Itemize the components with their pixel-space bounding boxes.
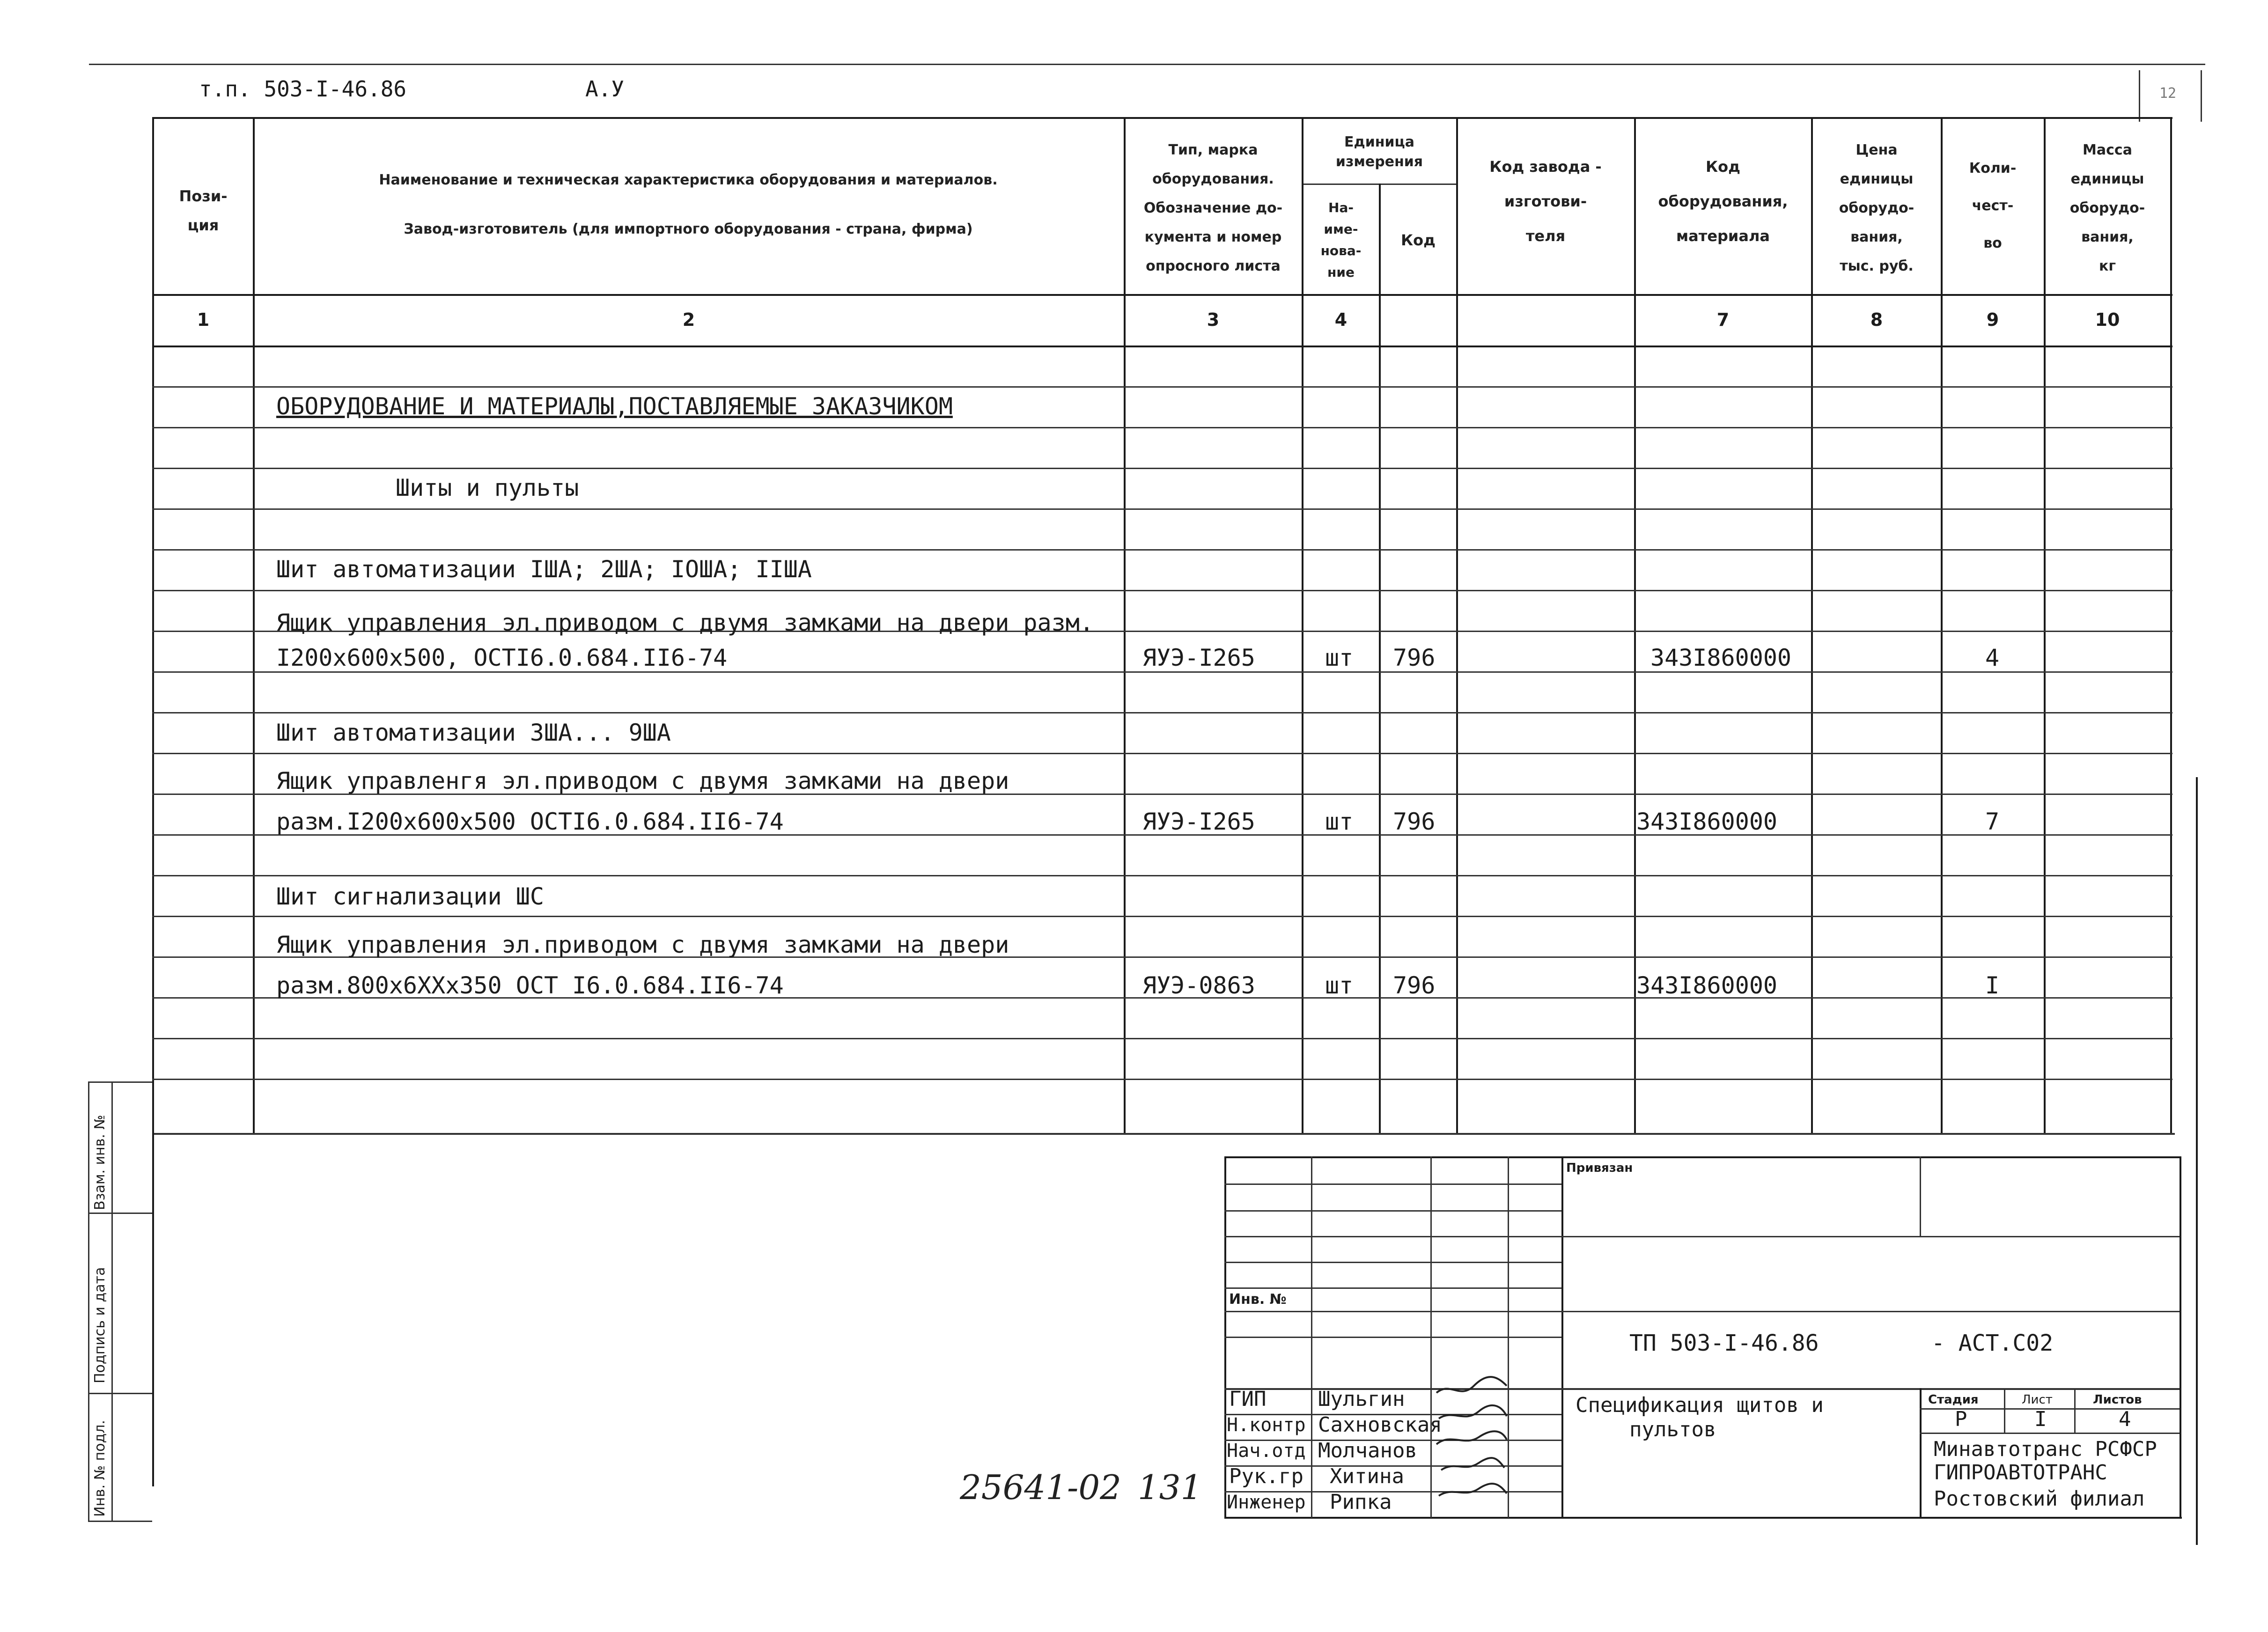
sheets-label: Листов [2093, 1393, 2142, 1407]
header-name-line1: Наименование и техническая характеристика оборудования и материалов. [379, 172, 998, 188]
header-position: Пози- ция [179, 187, 228, 234]
role-label: Н.контр [1227, 1414, 1306, 1436]
header-quantity: Коли- чест- во [1969, 160, 2017, 251]
archive-number: 25641-02 [960, 1468, 1121, 1507]
margin-label-signature-date: Подпись и дата [92, 1267, 108, 1383]
role-label: Рук.гр [1229, 1464, 1303, 1488]
sheets-value: 4 [2119, 1407, 2131, 1431]
signer-name: Шульгин [1318, 1387, 1405, 1411]
organization-line3: Ростовский филиал [1934, 1487, 2145, 1511]
document-title-line2: пультов [1629, 1418, 1716, 1441]
page-number: 131 [1138, 1468, 1202, 1507]
item-quantity: 4 [1985, 644, 2000, 671]
item-equipment-code: 343I860000 [1636, 972, 1778, 999]
section-title: ОБОРУДОВАНИЕ И МАТЕРИАЛЫ,ПОСТАВЛЯЕМЫЕ ЗАКАЗЧИКОМ [276, 393, 953, 420]
sheet-mark: 12 [2159, 85, 2177, 102]
project-number: т.п. 503-I-46.86 [199, 76, 407, 102]
signature-scribble [1432, 1372, 1511, 1512]
margin-label-original-inv: Инв. № подл. [92, 1420, 108, 1517]
margin-label-replaced-inv: Взам. инв. № [92, 1115, 108, 1210]
role-label: Нач.отд [1227, 1440, 1306, 1462]
col-number: 1 [197, 309, 210, 330]
organization-line1: Минавтотранс РСФСР [1934, 1437, 2157, 1461]
col-number: 7 [1716, 309, 1730, 330]
header-unit-price: Цена единицы оборудо- вания, тыс. руб. [1839, 142, 1915, 274]
header-unit: Единица измерения [1335, 133, 1423, 170]
privyazan-label: Привязан [1566, 1161, 1633, 1175]
inventory-number-label: Инв. № [1229, 1291, 1287, 1308]
item-equipment-code: 343I860000 [1650, 644, 1792, 671]
header-unit-name: На- име- нова- ние [1320, 199, 1362, 280]
signer-name: Сахновская [1318, 1413, 1442, 1437]
header-equipment-code: Код оборудования, материала [1658, 158, 1788, 245]
item-unit-code: 796 [1393, 808, 1436, 835]
item-text: разм.I200х600х500 ОСТI6.0.684.II6-74 [276, 808, 784, 835]
item-type: ЯУЭ-0863 [1142, 972, 1255, 999]
item-unit-code: 796 [1393, 972, 1436, 999]
item-unit-code: 796 [1393, 644, 1436, 671]
item-text: Шит автоматизации ЗША... 9ША [276, 719, 671, 746]
header-type: Тип, марка оборудования. Обозначение до- кумента и номер опросного листа [1143, 142, 1283, 274]
item-text: Ящик управления эл.приводом с двумя замками на двери [276, 931, 1009, 958]
header-mass: Масса единицы оборудо- вания, кг [2069, 142, 2145, 274]
document-title-line1: Спецификация щитов и [1576, 1393, 1824, 1417]
item-text: разм.800х6ХХх350 ОСТ I6.0.684.II6-74 [276, 972, 784, 999]
signer-name: Хитина [1330, 1464, 1404, 1488]
document-code: ТП 503-I-46.86 [1629, 1330, 1819, 1356]
signer-name: Рипка [1330, 1490, 1392, 1514]
organization-line2: ГИПРОАВТОТРАНС [1934, 1461, 2107, 1485]
item-unit: шт [1325, 972, 1354, 999]
col-number: 9 [1986, 309, 1999, 330]
role-label: Инженер [1227, 1492, 1306, 1513]
sheet-value: I [2034, 1407, 2047, 1431]
group-title: Шиты и пульты [396, 474, 579, 501]
item-text: Шит сигнализации ШС [276, 883, 544, 910]
document-suffix: - АСТ.С02 [1931, 1330, 2054, 1356]
item-type: ЯУЭ-I265 [1142, 644, 1255, 671]
col-number: 2 [682, 309, 695, 330]
col-number: 10 [2095, 309, 2120, 330]
col-number: 8 [1870, 309, 1883, 330]
item-text: Ящик управления эл.приводом с двумя замками на двери разм. [276, 609, 1094, 636]
item-text: Ящик управленгя эл.приводом с двумя замками на двери [276, 767, 1009, 794]
item-text: I200х600х500, ОСТI6.0.684.II6-74 [276, 644, 728, 671]
section-code: А.У [585, 76, 625, 102]
col-number: 3 [1207, 309, 1220, 330]
item-unit: шт [1325, 644, 1354, 671]
item-text: Шит автоматизации IША; 2ША; IОША; IIША [276, 556, 812, 583]
header-name-line2: Завод-изготовитель (для импортного оборудования - страна, фирма) [404, 221, 973, 237]
item-type: ЯУЭ-I265 [1142, 808, 1255, 835]
item-quantity: I [1985, 972, 2000, 999]
item-quantity: 7 [1985, 808, 2000, 835]
sheet-label: Лист [2022, 1393, 2053, 1407]
header-unit-code: Код [1401, 231, 1436, 249]
stage-value: Р [1955, 1407, 1967, 1431]
header-factory-code: Код завода - изготови- теля [1489, 158, 1602, 245]
stage-label: Стадия [1928, 1393, 1979, 1407]
role-label: ГИП [1229, 1387, 1267, 1411]
item-unit: шт [1325, 808, 1354, 835]
signer-name: Молчанов [1318, 1439, 1417, 1463]
col-number: 4 [1334, 309, 1348, 330]
item-equipment-code: 343I860000 [1636, 808, 1778, 835]
